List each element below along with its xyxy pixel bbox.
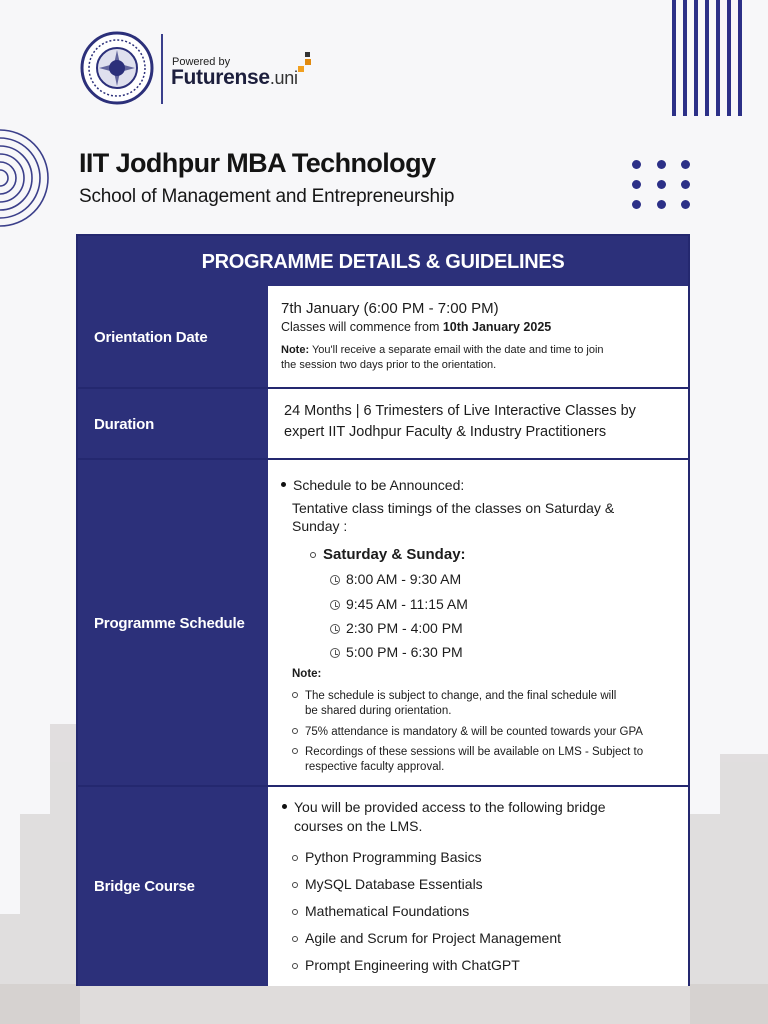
schedule-content — [268, 460, 688, 786]
time-slot-text: 8:00 AM - 9:30 AM — [346, 571, 462, 587]
orientation-note-line2: the session two days prior to the orientation. — [281, 359, 497, 371]
schedule-announce — [281, 477, 464, 493]
bridge-course-item — [292, 876, 483, 892]
orientation-note-label: Note: — [281, 344, 310, 356]
orientation-date: 7th January (6:00 PM - 7:00 PM) — [281, 300, 499, 317]
bridge-course-item — [292, 930, 561, 946]
commence-date: 10th January 2025 — [442, 320, 552, 334]
table-heading: PROGRAMME DETAILS & GUIDELINES — [78, 236, 688, 286]
schedule-label: Programme Schedule — [78, 460, 268, 786]
schedule-note-text: Recordings of these sessions will be available on LMS - Subject to — [305, 746, 644, 758]
clock-icon — [330, 624, 340, 634]
duration-content — [268, 389, 688, 459]
commence-text — [281, 320, 551, 334]
time-slot — [330, 596, 468, 612]
duration-line2: expert IIT Jodhpur Faculty & Industry Practitioners — [284, 424, 607, 440]
time-slot-text: 2:30 PM - 4:00 PM — [346, 620, 463, 636]
schedule-announce-text: Schedule to be Announced: — [293, 477, 465, 493]
page-title: IIT Jodhpur MBA Technology — [79, 148, 436, 178]
brand-name: Futurense — [171, 66, 270, 89]
commence-prefix: Classes will commence from — [281, 320, 443, 334]
bridge-course-name: Mathematical Foundations — [305, 903, 470, 919]
tentative-line2: Sunday : — [292, 518, 348, 534]
clock-icon — [330, 648, 340, 658]
bridge-course-item — [292, 903, 469, 919]
table-row-schedule — [78, 460, 688, 786]
futurense-logo — [171, 66, 298, 90]
schedule-note-continued: respective faculty approval. — [305, 761, 445, 773]
clock-icon — [330, 600, 340, 610]
time-slot — [330, 620, 463, 636]
time-slot — [330, 571, 461, 587]
iit-jodhpur-seal-logo — [80, 31, 154, 105]
powered-by-label: Powered by — [172, 56, 231, 68]
ring-bullet-icon — [292, 963, 298, 969]
bridge-course-name: Agile and Scrum for Project Management — [305, 930, 562, 946]
bridge-course-item — [292, 957, 520, 973]
orientation-note-line1 — [281, 344, 604, 356]
ring-bullet-icon — [292, 692, 298, 698]
page-subtitle: School of Management and Entrepreneurship — [79, 186, 455, 207]
time-slot — [330, 644, 463, 660]
time-slot-text: 9:45 AM - 11:15 AM — [346, 596, 468, 612]
ring-bullet-icon — [292, 855, 298, 861]
ring-bullet-icon — [292, 936, 298, 942]
bridge-course-name: Python Programming Basics — [305, 849, 482, 865]
decorative-concentric-arcs — [0, 128, 54, 228]
schedule-note-label: Note: — [292, 668, 322, 680]
time-slot-text: 5:00 PM - 6:30 PM — [346, 644, 463, 660]
ring-bullet-icon — [292, 748, 298, 754]
bridge-intro-line2: courses on the LMS. — [294, 818, 423, 834]
schedule-note — [292, 690, 616, 702]
schedule-note — [292, 746, 643, 758]
bridge-course-name: MySQL Database Essentials — [305, 876, 483, 892]
bridge-label: Bridge Course — [78, 787, 268, 986]
duration-line1: 24 Months | 6 Trimesters of Live Interactive Classes by — [284, 403, 636, 419]
decorative-dot-grid — [630, 158, 694, 212]
schedule-note-continued: be shared during orientation. — [305, 705, 452, 717]
tentative-line1: Tentative class timings of the classes on Saturday & — [292, 500, 615, 516]
table-row-bridge — [78, 787, 688, 986]
orientation-label: Orientation Date — [78, 286, 268, 388]
bridge-course-name: Prompt Engineering with ChatGPT — [305, 957, 520, 973]
logo-divider — [161, 34, 163, 104]
brand-suffix: .uni — [269, 68, 298, 88]
bridge-content — [268, 787, 688, 986]
decorative-stripes — [672, 0, 744, 116]
schedule-note-text: 75% attendance is mandatory & will be counted towards your GPA — [305, 726, 643, 738]
bullet-icon — [281, 482, 286, 487]
orientation-content — [268, 286, 688, 388]
ring-bullet-icon — [292, 909, 298, 915]
duration-label: Duration — [78, 389, 268, 459]
table-row-duration — [78, 389, 688, 459]
schedule-note-text: The schedule is subject to change, and the final schedule will — [305, 690, 617, 702]
ring-bullet-icon — [292, 728, 298, 734]
clock-icon — [330, 575, 340, 585]
programme-details-table — [76, 234, 690, 986]
schedule-note — [292, 726, 643, 738]
futurense-mark-icon — [298, 56, 312, 72]
table-row-orientation — [78, 286, 688, 388]
ring-bullet-icon — [292, 882, 298, 888]
bridge-course-item — [292, 849, 482, 865]
orientation-note-text: You'll receive a separate email with the date and time to join — [309, 344, 604, 356]
bullet-icon — [282, 804, 287, 809]
bridge-intro — [282, 799, 606, 815]
schedule-days-text: Saturday & Sunday: — [323, 546, 466, 563]
ring-bullet-icon — [310, 552, 316, 558]
bridge-intro-text: You will be provided access to the following bridge — [294, 799, 606, 815]
schedule-days — [310, 546, 466, 563]
